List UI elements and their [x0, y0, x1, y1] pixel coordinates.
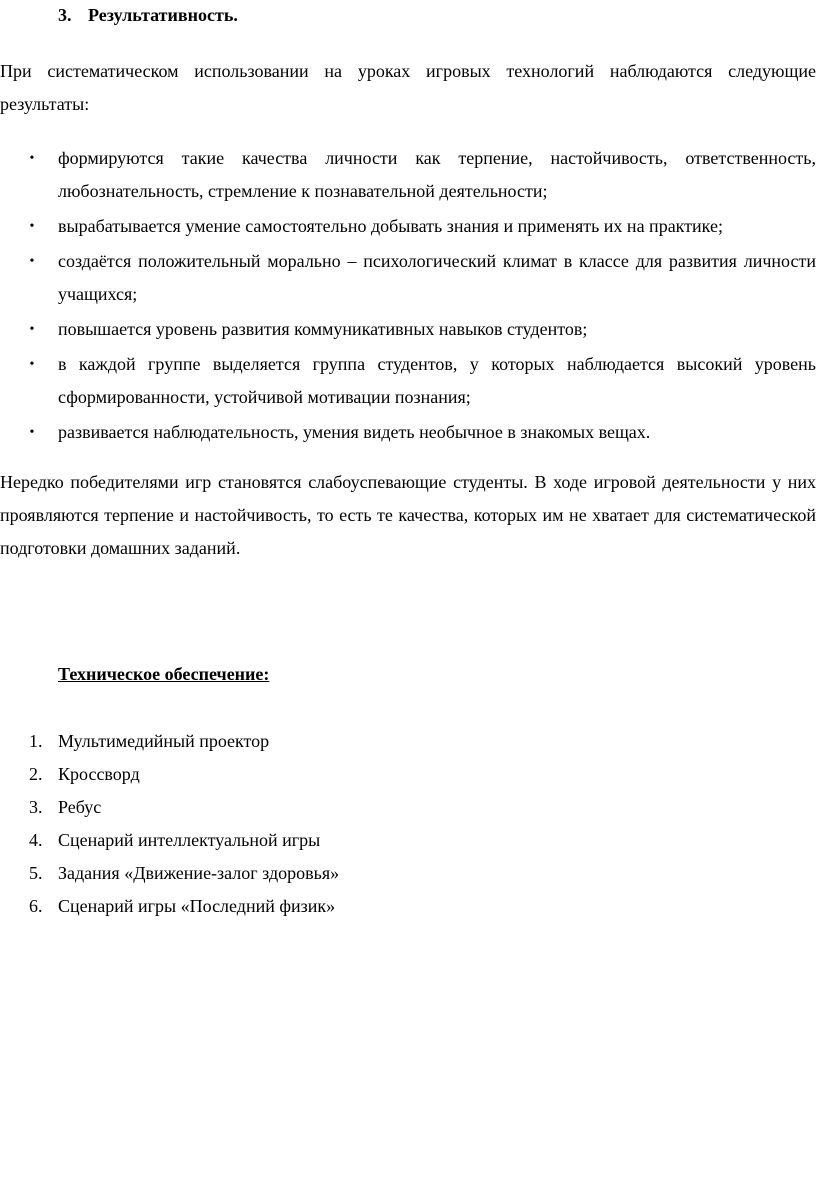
list-item	[0, 245, 816, 311]
equipment-title: Техническое обеспечение:	[58, 664, 270, 684]
list-item-number: 3.	[29, 797, 43, 817]
list-item-text: Сценарий игры «Последний физик»	[58, 896, 336, 916]
list-item	[0, 313, 816, 346]
list-item-number: 4.	[29, 830, 43, 850]
list-item-text: в каждой группе выделяется группа студентов, у которых наблюдается высокий уровень сформированности, устойчивой мотивации познания;	[58, 354, 816, 407]
bullet-icon: •	[29, 425, 35, 440]
section-title: Результативность.	[88, 5, 238, 25]
list-item-text: развивается наблюдательность, умения видеть необычное в знакомых вещах.	[58, 422, 651, 442]
list-item-text: Ребус	[58, 797, 102, 817]
bullet-icon: •	[29, 219, 35, 234]
list-item-text: Кроссворд	[58, 764, 140, 784]
list-item	[0, 142, 816, 208]
list-item-text: Мультимедийный проектор	[58, 731, 270, 751]
bullet-icon: •	[29, 322, 35, 337]
intro-paragraph: При систематическом использовании на уроках игровых технологий наблюдаются следующие результаты:	[0, 61, 816, 114]
list-item-text: повышается уровень развития коммуникативных навыков студентов;	[58, 319, 588, 339]
list-item	[0, 416, 816, 449]
list-item-number: 6.	[29, 896, 43, 916]
list-item	[0, 725, 816, 758]
list-item	[0, 890, 816, 923]
list-item-text: вырабатывается умение самостоятельно добывать знания и применять их на практике;	[58, 216, 723, 236]
list-item-text: создаётся положительный морально – психологический климат в классе для развития личности учащихся;	[58, 251, 816, 304]
section-number: 3.	[58, 5, 72, 25]
list-item	[0, 758, 816, 791]
results-list	[0, 142, 816, 451]
list-item-text: формируются такие качества личности как терпение, настойчивость, ответственность, любознательность, стремление к познавательной деятельности;	[58, 148, 816, 201]
bullet-icon: •	[29, 254, 35, 269]
bullet-icon: •	[29, 151, 35, 166]
list-item	[0, 210, 816, 243]
list-item-number: 2.	[29, 764, 43, 784]
list-item	[0, 857, 816, 890]
conclusion-paragraph: Нередко победителями игр становятся слабоуспевающие студенты. В ходе игровой деятельности у них проявляются терпение и настойчивость, то есть те качества, которых им не хватает для систематической подготовки домашних заданий.	[0, 472, 816, 558]
list-item-text: Задания «Движение-залог здоровья»	[58, 863, 340, 883]
bullet-icon: •	[29, 357, 35, 372]
list-item	[0, 348, 816, 414]
list-item-number: 1.	[29, 731, 43, 751]
section-heading	[58, 2, 238, 28]
list-item-number: 5.	[29, 863, 43, 883]
equipment-list	[0, 725, 816, 923]
list-item	[0, 824, 816, 857]
list-item-text: Сценарий интеллектуальной игры	[58, 830, 321, 850]
list-item	[0, 791, 816, 824]
